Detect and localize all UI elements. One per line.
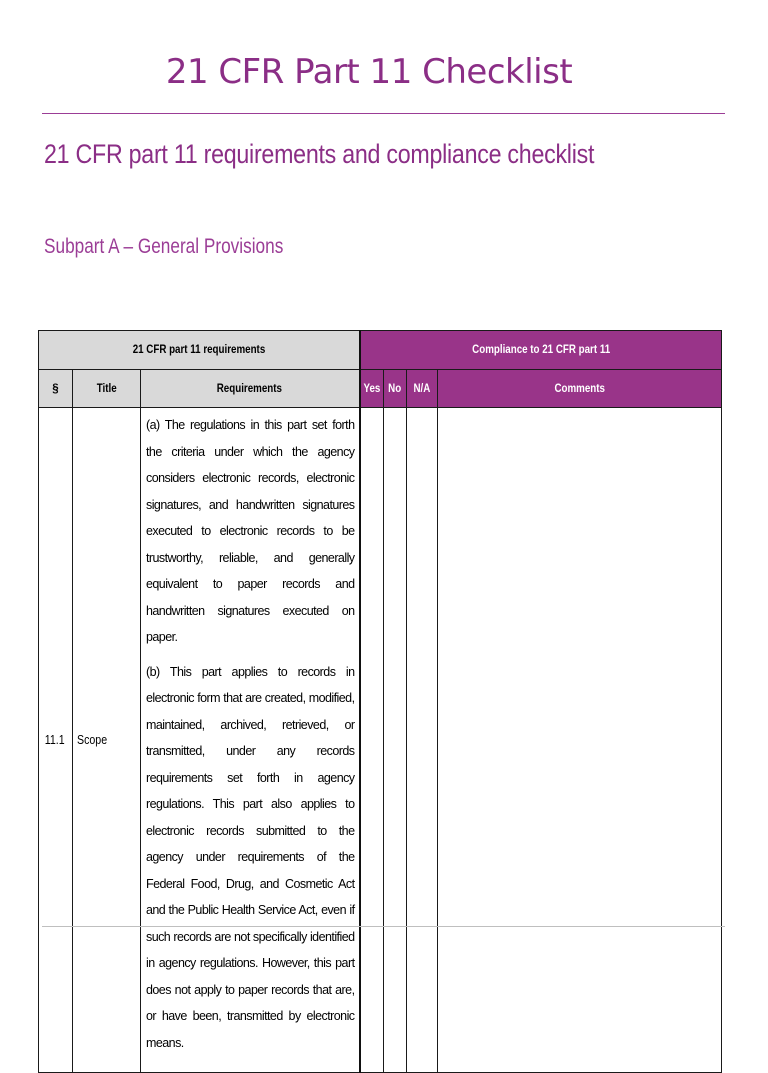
requirement-paragraph-b: (b) This part applies to records in electronic form that are created, modified, maintained, archived, retrieved, or transmitted, under any records requirements set forth in agency regulations. This part also applies to electronic records submitted to the agency under requirements of the Federal Food, Drug, and Cosmetic Act and the Public Health Service Act, even if such records are not specifically identified in agency regulations. However, this part does not apply to paper records that are, or have been, transmitted by electronic means.	[146, 664, 355, 1050]
column-header-row	[39, 370, 722, 408]
row-section-number: 11.1	[39, 408, 73, 1073]
document-title: 21 CFR Part 11 Checklist	[165, 52, 573, 92]
table-row	[39, 408, 722, 1073]
column-header-requirements: Requirements	[141, 370, 360, 408]
column-header-title: Title	[73, 370, 141, 408]
column-header-comments: Comments	[438, 370, 722, 408]
compliance-group-header: Compliance to 21 CFR part 11	[360, 331, 722, 370]
column-header-na: N/A	[407, 370, 438, 408]
title-divider	[42, 113, 725, 114]
requirements-group-header: 21 CFR part 11 requirements	[39, 331, 360, 370]
no-checkbox-cell[interactable]	[384, 408, 407, 1073]
na-checkbox-cell[interactable]	[407, 408, 438, 1073]
column-header-section: §	[39, 370, 73, 408]
yes-checkbox-cell[interactable]	[360, 408, 384, 1073]
column-header-no: No	[384, 370, 407, 408]
subsection-heading: Subpart A – General Provisions	[44, 235, 284, 258]
comments-cell[interactable]	[438, 408, 722, 1073]
footer-divider	[42, 926, 725, 927]
row-requirements	[141, 408, 360, 1073]
checklist-table	[38, 330, 722, 1073]
requirement-paragraph-a: (a) The regulations in this part set forth the criteria under which the agency considers electronic records, electronic signatures, and handwritten signatures executed to electronic records to be trustworthy, reliable, and generally equivalent to paper records and handwritten signatures executed on paper.	[146, 418, 355, 644]
section-heading: 21 CFR part 11 requirements and compliance checklist	[44, 139, 595, 169]
group-header-row	[39, 331, 722, 370]
column-header-yes: Yes	[360, 370, 384, 408]
row-title: Scope	[73, 408, 141, 1073]
